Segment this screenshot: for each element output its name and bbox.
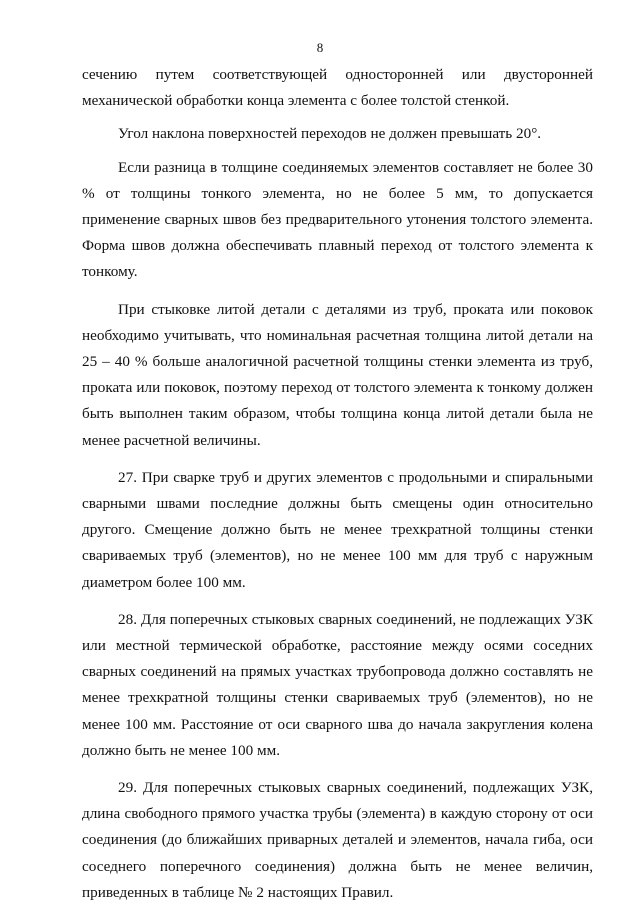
paragraph-clause-29: 29. Для поперечных стыковых сварных соединений, подлежащих УЗК, длина свободного прямого участка трубы (элемента) в каждую сторону от оси соединения (до ближайших приварных деталей и элементов, начала гиба, оси соседнего поперечного соединения) должна быть не менее величин, приведенных в таблице № 2 настоящих Правил. [82,779,593,901]
paragraph-continuation: сечению путем соответствующей односторонней или двусторонней механической обработки конца элемента с более толстой стенкой. [82,66,593,110]
paragraph-clause-28: 28. Для поперечных стыковых сварных соединений, не подлежащих УЗК или местной термической обработке, расстояние между осями соседних сварных соединений на прямых участках трубопровода должно составлять не менее трехкратной толщины стенки свариваемых труб (элементов), но не менее 100 мм. Расстояние от оси сварного шва до начала закругления колена должно быть не менее 100 мм. [82,610,593,759]
paragraph-cast-part-joining: При стыковке литой детали с деталями из труб, проката или поковок необходимо учитывать, что номинальная расчетная толщина литой детали на 25 – 40 % больше аналогичной расчетной толщины стенки элемента из труб, проката или поковок, поэтому переход от толстого элемента к тонкому должен быть выполнен таким образом, чтобы толщина конца литой детали была не менее расчетной величины. [82,300,593,449]
paragraph-thickness-difference: Если разница в толщине соединяемых элементов составляет не более 30 % от толщины тонкого элемента, но не более 5 мм, то допускается применение сварных швов без предварительного утонения толстого элемента. Форма швов должна обеспечивать плавный переход от толстого элемента к тонкому. [82,158,593,281]
document-body [82,62,593,906]
paragraph-clause-27: 27. При сварке труб и других элементов с продольными и спиральными сварными швами последние должны быть смещены один относительно другого. Смещение должно быть не менее трехкратной толщины стенки свариваемых труб (элементов), но не менее 100 мм для труб с наружным диаметром более 100 мм. [82,468,593,591]
page-number: 8 [316,40,324,55]
paragraph-transition-angle: Угол наклона поверхностей переходов не должен превышать 20°. [118,125,542,143]
